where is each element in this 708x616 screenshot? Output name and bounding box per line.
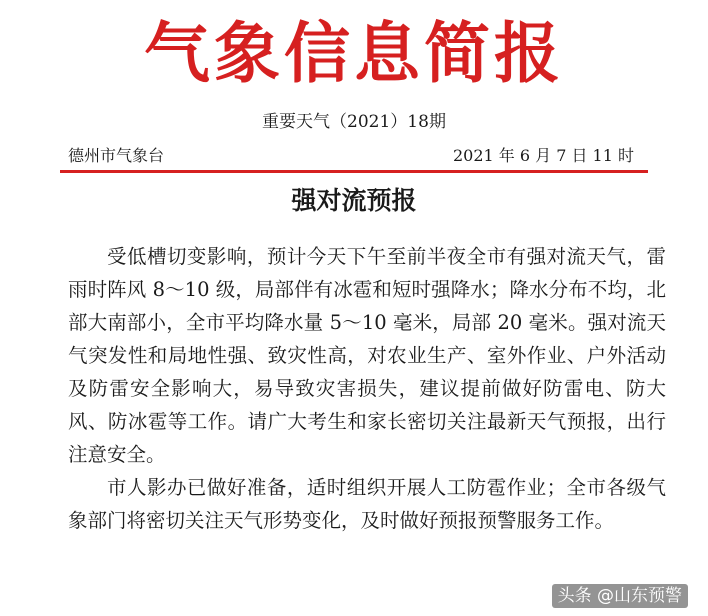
source-watermark: 头条 @山东预警 xyxy=(552,584,688,608)
body-text xyxy=(68,240,666,537)
red-divider xyxy=(60,170,648,173)
issue-number: 重要天气（2021）18期 xyxy=(262,112,446,132)
issuer: 德州市气象台 xyxy=(68,146,165,165)
paragraph-2: 市人影办已做好准备，适时组织开展人工防雹作业；全市各级气象部门将密切关注天气形势变化，及时做好预报预警服务工作。 xyxy=(68,476,666,532)
issue-datetime: 2021 年 6 月 7 日 11 时 xyxy=(452,146,634,165)
paragraph-1: 受低槽切变影响，预计今天下午至前半夜全市有强对流天气，雷雨时阵风 8～10 级，局部伴有冰雹和短时强降水；降水分布不均，北部大南部小，全市平均降水量 5～10 毫米，局部 20 毫米。强对流天气突发性和局地性强、致灾性高，对农业生产、室外作业、户外活动及防雷安全影响大，易导致灾害损失，建议提前做好防雷电、防大风、防冰雹等工作。请广大考生和家长密切关注最新天气预报，出行注意安全。 xyxy=(68,245,666,466)
masthead-title: 气象信息简报 xyxy=(144,15,564,92)
headline: 强对流预报 xyxy=(291,186,417,215)
meta-row xyxy=(68,144,634,168)
